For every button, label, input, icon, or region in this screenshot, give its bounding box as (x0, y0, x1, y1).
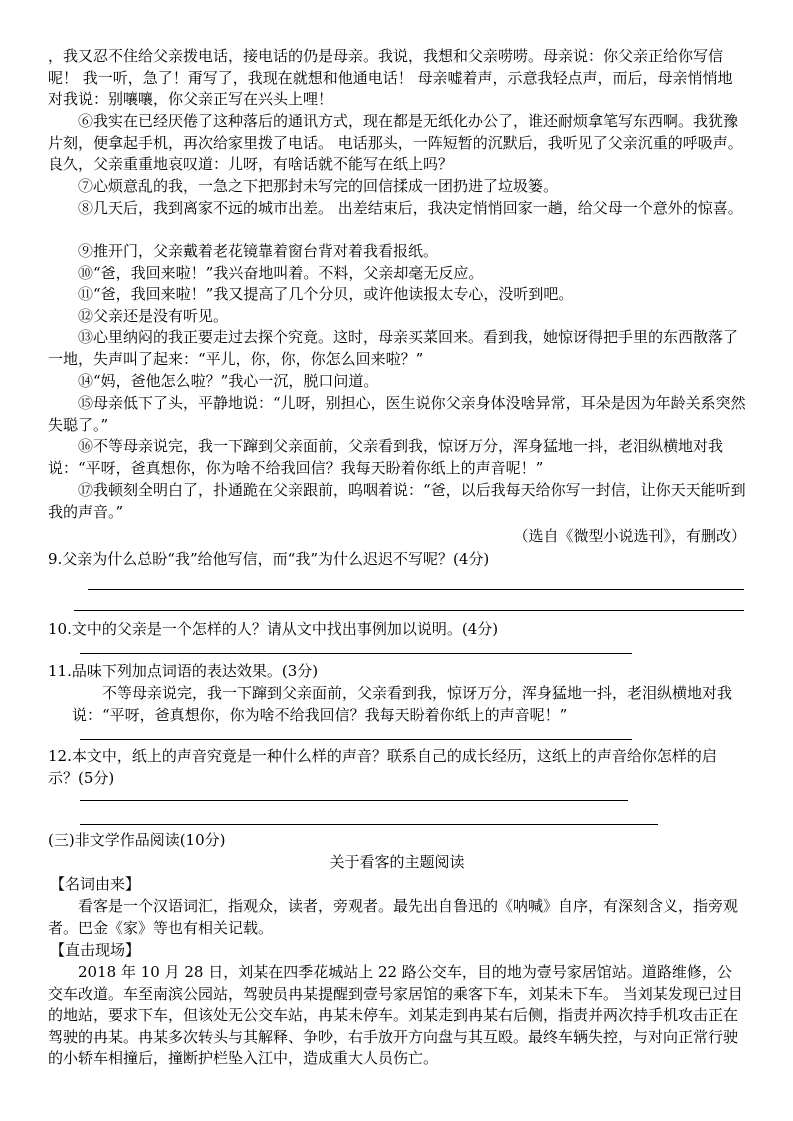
answer-line[interactable] (80, 653, 632, 654)
origin-paragraph: 看客是一个汉语词汇，指观众，读者，旁观者。最先出自鲁迅的《呐喊》自序，有深刻含义，指旁观者。巴金《家》等也有相关记载。 (48, 897, 739, 937)
question-10: 10.文中的父亲是一个怎样的人？请从文中找出事例加以说明。(4分) (48, 620, 499, 638)
source-note: （选自《微型小说选刊》，有删改） (513, 527, 746, 545)
question-12: 12.本文中，纸上的声音究竟是一种什么样的声音？联系自己的成长经历，这纸上的声音给你怎样的启示？(5分) (48, 747, 717, 787)
story-paragraph-6: ⑥我实在已经厌倦了这种落后的通讯方式，现在都是无纸化办公了，谁还耐烦拿笔写东西啊。我犹豫片刻，便拿起手机，再次给家里拨了电话。 电话那头，一阵短暂的沉默后，我听见了父亲沉重的呼吸声。 良久，父亲重重地哀叹道：儿呀，有啥话就不能写在纸上吗？ (48, 112, 743, 174)
question-9: 9.父亲为什么总盼“我”给他写信，而“我”为什么迟迟不写呢？(4分) (48, 550, 490, 568)
story-paragraph-12: ⑫父亲还是没有听见。 (78, 307, 229, 325)
story-paragraph-16: ⑯不等母亲说完，我一下蹿到父亲面前，父亲看到我，惊讶万分，浑身猛地一抖，老泪纵横地对我说：“平呀，爸真想你，你为啥不给我回信？我每天盼着你纸上的声音呢！” (48, 437, 724, 477)
story-paragraph-15: ⑮母亲低下了头，平静地说：“儿呀，别担心，医生说你父亲身体没啥异常，耳朵是因为年龄关系突然失聪了。” (48, 394, 746, 434)
story-paragraph-17: ⑰我顿刻全明白了，扑通跪在父亲跟前，呜咽着说：“爸，以后我每天给你写一封信，让你天天能听到我的声音。” (48, 481, 746, 521)
question-11: 11.品味下列加点词语的表达效果。(3分) (48, 662, 319, 680)
answer-line[interactable] (88, 589, 744, 590)
story-paragraph-5: ，我又忍不住给父亲拨电话，接电话的仍是母亲。我说，我想和父亲唠唠。母亲说：你父亲正给你写信呢！ 我一听，急了！甭写了，我现在就想和他通电话！ 母亲嘘着声，示意我轻点声，而后，母亲悄悄地对我说：别嚷嚷，你父亲正写在兴头上哩！ (48, 47, 733, 109)
story-paragraph-13: ⑬心里纳闷的我正要走过去探个究竟。这时，母亲买菜回来。看到我，她惊讶得把手里的东西散落了一地，失声叫了起来：“平儿，你，你，你怎么回来啦？” (48, 328, 739, 368)
answer-line[interactable] (80, 800, 628, 801)
question-11-quote: 不等母亲说完，我一下蹿到父亲面前，父亲看到我，惊讶万分，浑身猛地一抖，老泪纵横地对我说：“平呀，爸真想你，你为啥不给我回信？我每天盼着你纸上的声音呢！” (72, 684, 733, 724)
story-paragraph-8: ⑧几天后，我到离家不远的城市出差。 出差结束后，我决定悄悄回家一趟，给父母一个意外的惊喜。 (78, 199, 743, 217)
section-3-title: 关于看客的主题阅读 (329, 853, 465, 871)
story-paragraph-11: ⑪“爸，我回来啦！”我又提高了几个分贝，或许他读报太专心，没听到吧。 (78, 285, 574, 303)
story-paragraph-14: ⑭“妈，爸他怎么啦？”我心一沉，脱口问道。 (78, 372, 379, 390)
story-paragraph-10: ⑩“爸，我回来啦！”我兴奋地叫着。不料，父亲却毫无反应。 (78, 264, 484, 282)
story-paragraph-9: ⑨推开门，父亲戴着老花镜靠着窗台背对着我看报纸。 (78, 242, 439, 260)
story-paragraph-7: ⑦心烦意乱的我，一急之下把那封未写完的回信揉成一团扔进了垃圾篓。 (78, 177, 559, 195)
section-3-heading: (三)非文学作品阅读(10分) (48, 831, 226, 849)
answer-line[interactable] (80, 824, 658, 825)
subheading-scene: 【直击现场】 (50, 941, 141, 959)
scene-paragraph: 2018 年 10 月 28 日，刘某在四季花城站上 22 路公交车，目的地为壹号家居馆站。道路维修，公交车改道。车至南滨公园站，驾驶员冉某提醒到壹号家居馆的乘客下车，刘某未下车。 当刘某发现已过目的地站，要求下车，但该处无公交车站，冉某未停车。刘某走到冉某右后侧，指责并两次持手机攻击正在驾驶的冉某。冉某多次转头与其解释、争吵，右手放开方向盘与其互殴。最终车辆失控，与对向正常行驶的小轿车相撞后，撞断护栏坠入江中，造成重大人员伤亡。 (48, 963, 743, 1068)
answer-line[interactable] (80, 739, 632, 740)
answer-line[interactable] (74, 610, 744, 611)
subheading-origin: 【名词由来】 (50, 875, 141, 893)
